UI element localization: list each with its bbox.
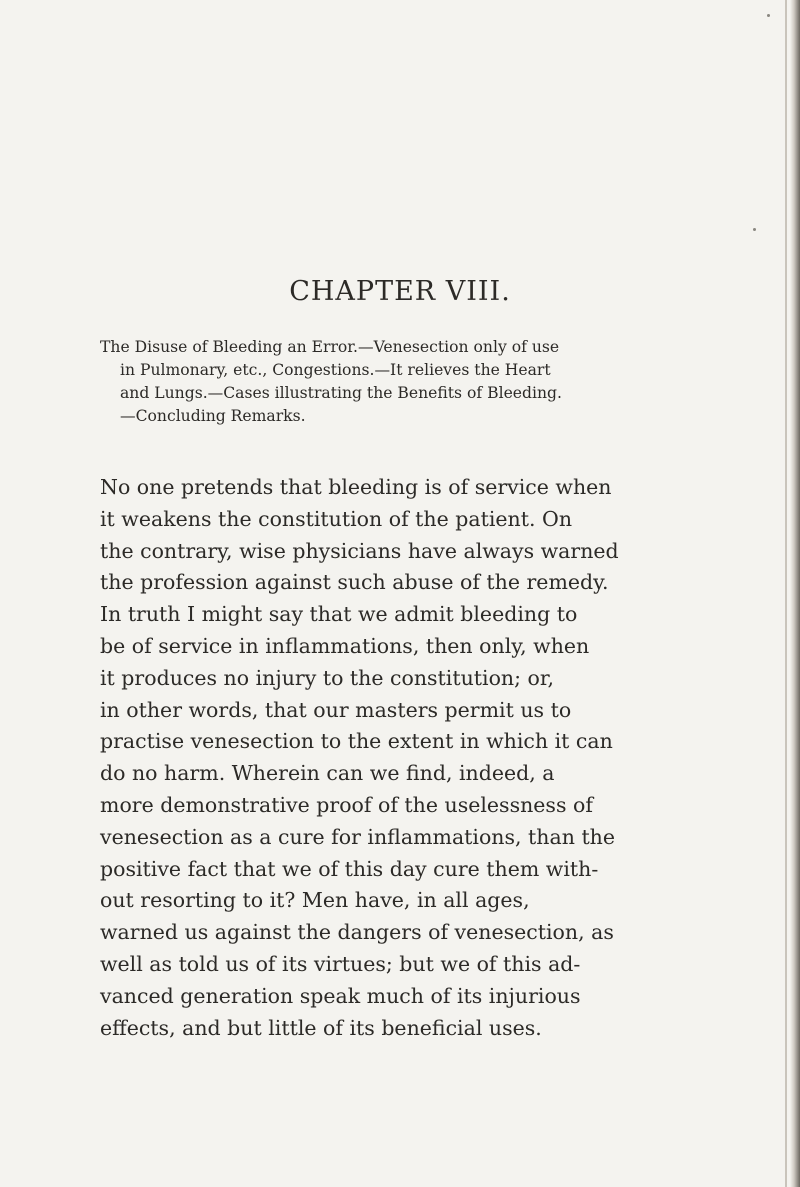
synopsis-line: —Concluding Remarks. [120, 407, 306, 425]
body-line: No one pretends that bleeding is of service when [100, 475, 612, 499]
body-line: positive fact that we of this day cure them with- [100, 856, 599, 881]
body-line: effects, and but little of its beneficial uses. [100, 1015, 542, 1040]
body-line: it produces no injury to the constitution; or, [100, 665, 554, 690]
synopsis-line: The Disuse of Bleeding an Error.—Venesection only of use [100, 338, 560, 356]
body-line: in other words, that our masters permit us to [100, 697, 572, 722]
body-line: In truth I might say that we admit bleeding to [100, 602, 578, 627]
body-line: venesection as a cure for inflammations, than the [100, 824, 616, 849]
body-paragraph [100, 472, 720, 1044]
body-line: warned us against the dangers of venesection, as [100, 920, 614, 945]
paper-speck [753, 228, 756, 231]
synopsis-line: in Pulmonary, etc., Congestions.—It relieves the Heart [120, 361, 551, 379]
body-line: it weakens the constitution of the patient. On [100, 506, 573, 531]
chapter-title: CHAPTER VIII. [289, 276, 511, 307]
chapter-synopsis [100, 336, 700, 428]
body-line: be of service in inflammations, then only, when [100, 633, 590, 658]
body-line: the profession against such abuse of the remedy. [100, 570, 609, 595]
body-line: the contrary, wise physicians have always warned [100, 538, 619, 563]
body-line: out resorting to it? Men have, in all ages, [100, 888, 530, 913]
body-line: well as told us of its virtues; but we of this ad- [100, 951, 581, 976]
body-line: do no harm. Wherein can we find, indeed, a [100, 761, 555, 786]
synopsis-line: and Lungs.—Cases illustrating the Benefits of Bleeding. [120, 384, 562, 402]
page-gutter-line [785, 0, 787, 1187]
paper-speck [767, 14, 770, 17]
body-line: vanced generation speak much of its injurious [100, 983, 581, 1008]
body-line: more demonstrative proof of the uselessness of [100, 792, 593, 817]
page-edge-shadow [790, 0, 800, 1187]
body-line: practise venesection to the extent in which it can [100, 729, 613, 754]
